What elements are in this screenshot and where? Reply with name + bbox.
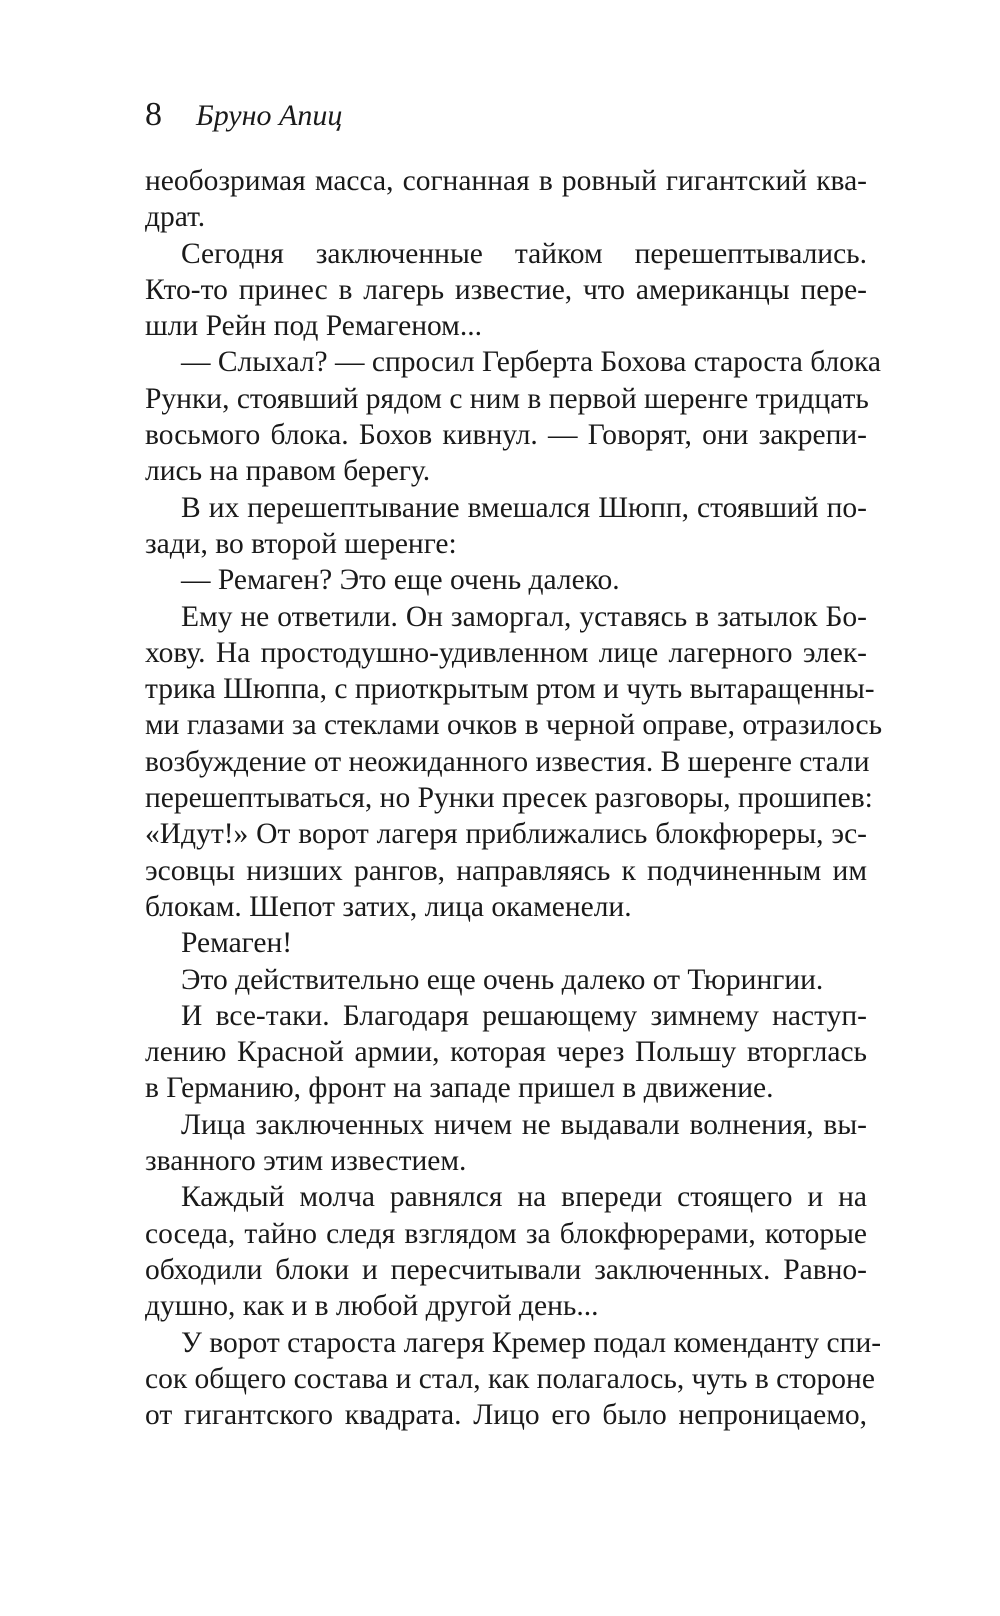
- text-line: перешептываться, но Рунки пресек разговоры, прошипев:: [145, 782, 873, 815]
- text-line: Это действительно еще очень далеко от Тюрингии.: [181, 963, 824, 996]
- running-head-author: Бруно Апиц: [196, 99, 343, 132]
- text-line: И все-таки. Благодаря решающему зимнему наступ-: [181, 999, 867, 1032]
- text-line: Рунки, стоявший рядом с ним в первой шеренге тридцать: [145, 382, 869, 415]
- text-line: драт.: [145, 201, 206, 234]
- text-line: эсовцы низших рангов, направляясь к подчиненным им: [145, 854, 867, 887]
- text-line: от гигантского квадрата. Лицо его было непроницаемо,: [145, 1399, 867, 1432]
- text-line: — Ремаген? Это еще очень далеко.: [181, 564, 620, 597]
- text-line: возбуждение от неожиданного известия. В шеренге стали: [145, 745, 870, 778]
- text-line: в Германию, фронт на западе пришел в движение.: [145, 1072, 774, 1105]
- text-line: шли Рейн под Ремагеном...: [145, 310, 482, 343]
- text-line: хову. На простодушно-удивленном лице лагерного элек-: [145, 636, 867, 669]
- text-line: — Слыхал? — спросил Герберта Бохова староста блока: [181, 346, 881, 379]
- text-line: «Идут!» От ворот лагеря приближались блокфюреры, эс-: [145, 818, 867, 851]
- text-line: зади, во второй шеренге:: [145, 527, 457, 560]
- text-line: обходили блоки и пересчитывали заключенных. Равно-: [145, 1253, 867, 1286]
- text-line: блокам. Шепот затих, лица окаменели.: [145, 890, 632, 923]
- body-text: [145, 163, 883, 1433]
- text-line: званного этим известием.: [145, 1145, 467, 1178]
- text-line: Лица заключенных ничем не выдавали волнения, вы-: [181, 1108, 867, 1141]
- text-line: Каждый молча равнялся на впереди стоящего и на: [181, 1181, 867, 1214]
- text-line: лению Красной армии, которая через Польшу вторглась: [145, 1036, 867, 1069]
- text-line: необозримая масса, согнанная в ровный гигантский ква-: [145, 165, 867, 197]
- page-number: 8: [145, 96, 162, 133]
- text-line: Ему не ответили. Он заморгал, уставясь в затылок Бо-: [181, 600, 867, 633]
- text-line: душно, как и в любой другой день...: [145, 1290, 599, 1323]
- text-line: Кто-то принес в лагерь известие, что американцы пере-: [145, 273, 867, 306]
- text-line: Ремаген!: [181, 927, 293, 960]
- text-line: Сегодня заключенные тайком перешептывались.: [181, 237, 867, 270]
- text-line: восьмого блока. Бохов кивнул. — Говорят, они закрепи-: [145, 419, 867, 452]
- text-line: лись на правом берегу.: [145, 455, 431, 488]
- text-line: ми глазами за стеклами очков в черной оправе, отразилось: [145, 709, 883, 742]
- page-header: [145, 96, 342, 146]
- text-line: трика Шюппа, с приоткрытым ртом и чуть вытаращенны-: [145, 673, 875, 706]
- text-line: сок общего состава и стал, как полагалось, чуть в стороне: [145, 1362, 875, 1395]
- text-line: У ворот староста лагеря Кремер подал коменданту спи-: [181, 1326, 882, 1359]
- text-line: В их перешептывание вмешался Шюпп, стоявший по-: [181, 491, 867, 524]
- text-line: соседа, тайно следя взглядом за блокфюрерами, которые: [145, 1217, 867, 1250]
